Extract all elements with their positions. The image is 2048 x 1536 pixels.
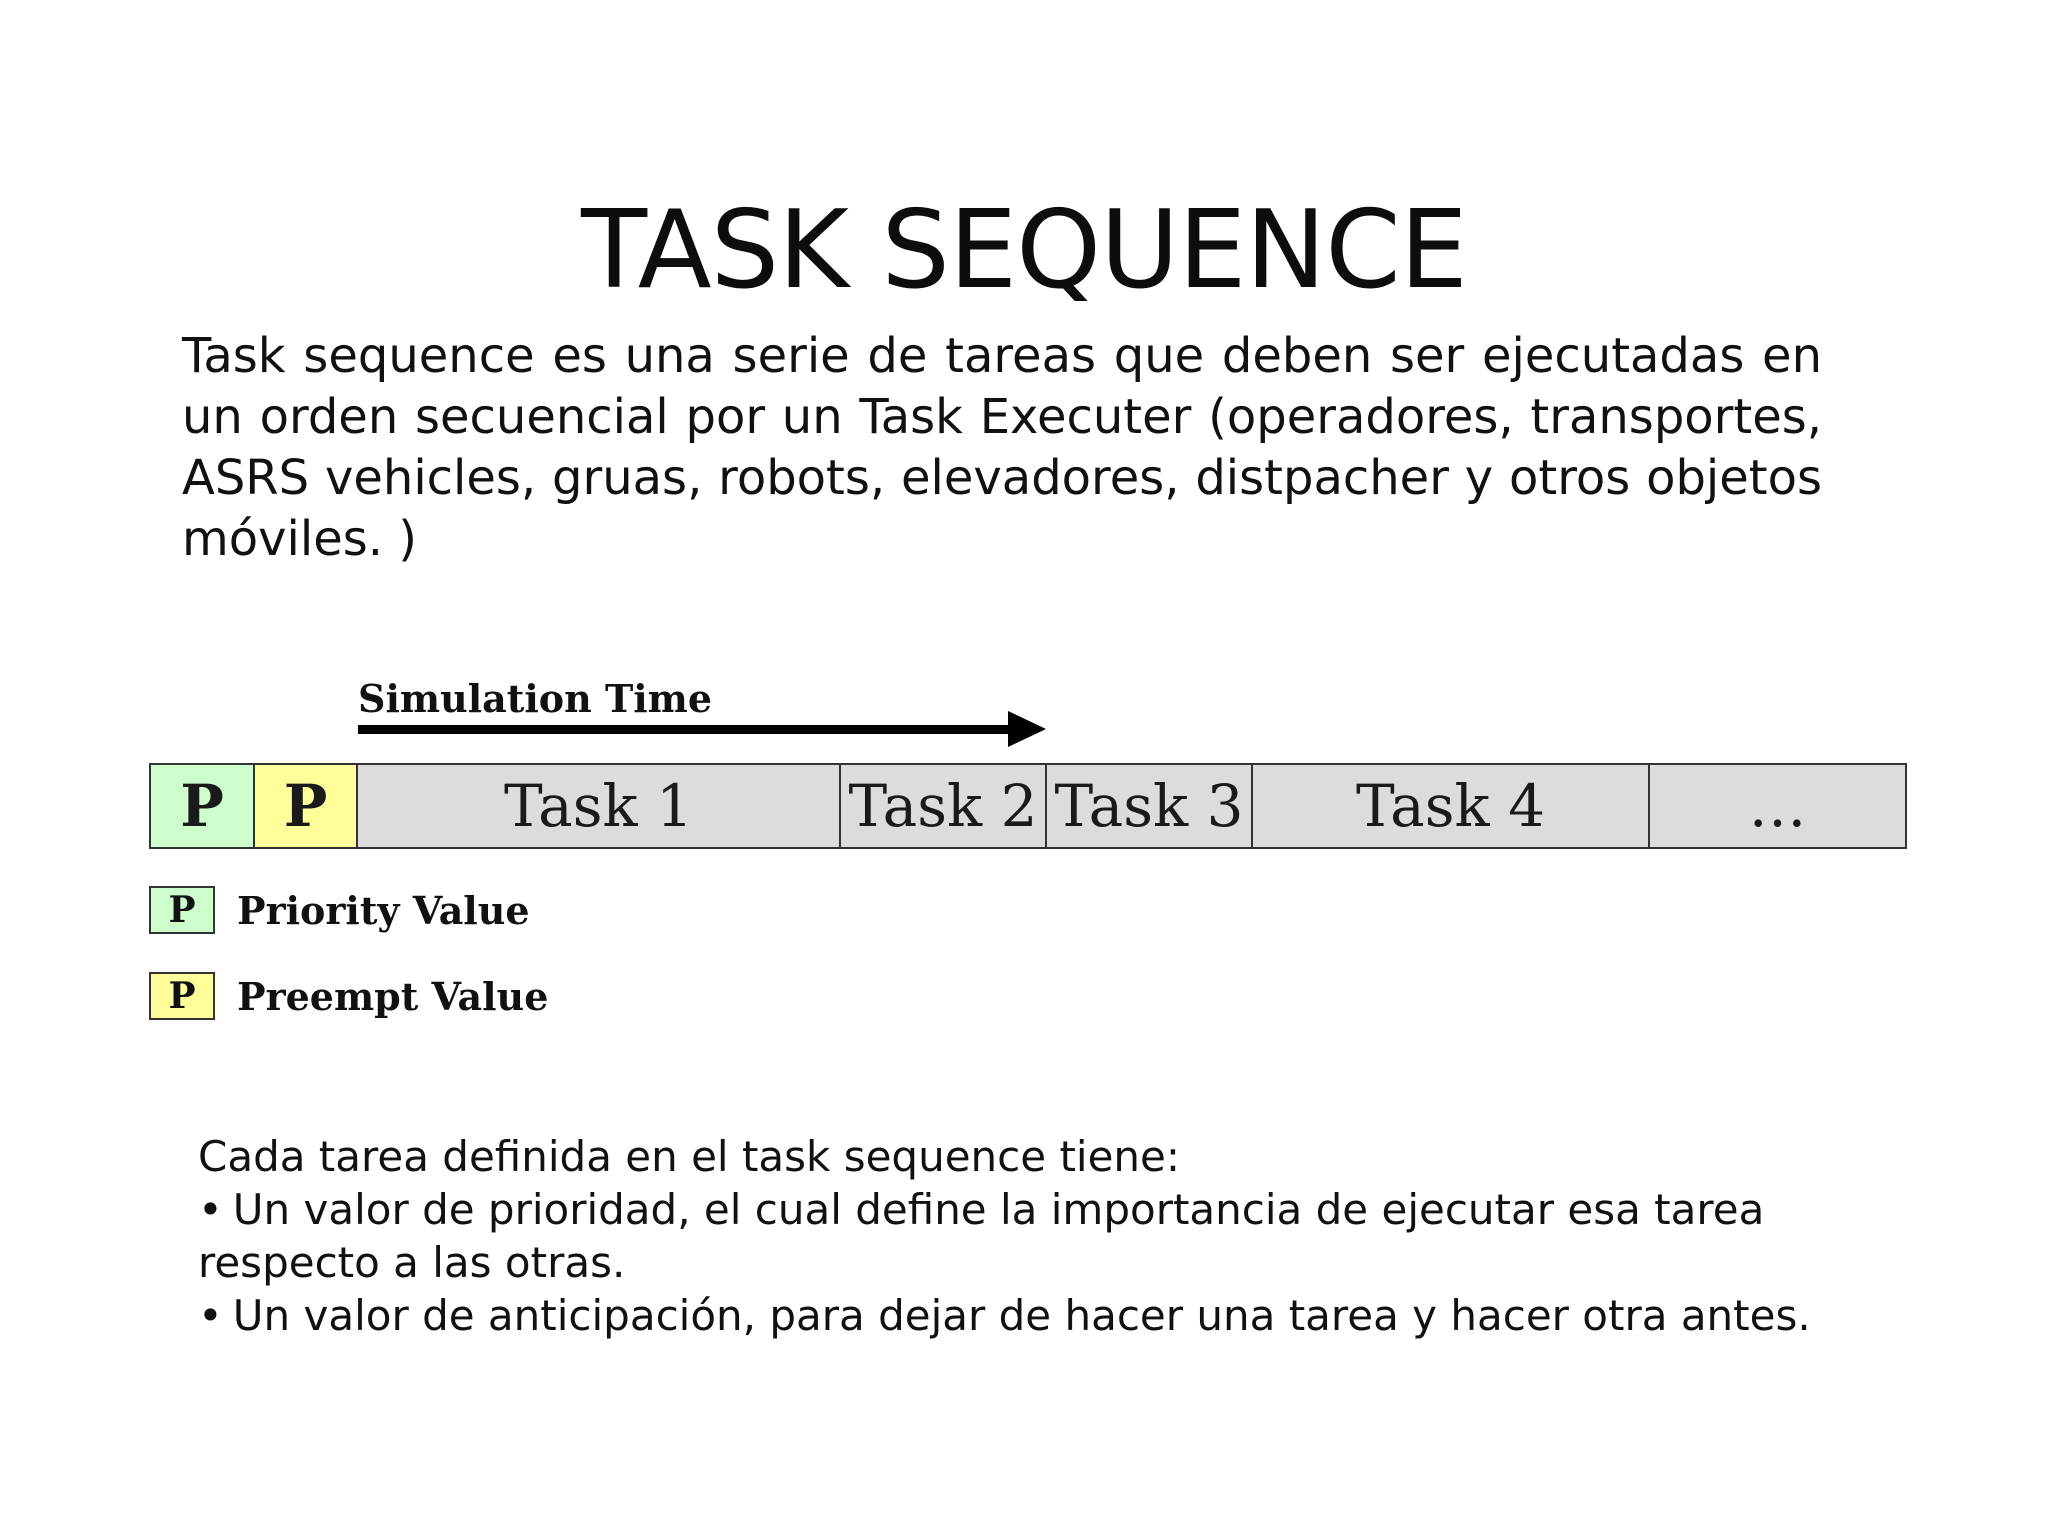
priority-legend-label: Priority Value <box>237 887 530 933</box>
bullet-icon: • <box>198 1291 223 1340</box>
task-sequence-bar <box>149 763 1907 849</box>
bullet-icon: • <box>198 1185 223 1234</box>
legend-priority <box>149 886 530 934</box>
more-tasks-cell: … <box>1650 765 1905 847</box>
notes-bullet-priority <box>198 1183 1878 1289</box>
preempt-swatch: P <box>149 972 215 1020</box>
task-3-cell: Task 3 <box>1047 765 1253 847</box>
legend-preempt <box>149 972 548 1020</box>
simulation-time-arrow <box>358 725 1010 734</box>
intro-paragraph: Task sequence es una serie de tareas que deben ser ejecutadas en un orden secuencial por un Task Executer (operadores, transportes, ASRS vehicles, gruas, robots, elevadores, distpacher y otros objetos móviles. ) <box>182 328 1822 567</box>
slide-title: TASK SEQUENCE <box>581 188 1467 313</box>
task-1-cell: Task 1 <box>358 765 841 847</box>
arrow-head-icon <box>1008 711 1046 747</box>
bullet-preempt-text: Un valor de anticipación, para dejar de hacer una tarea y hacer otra antes. <box>232 1291 1811 1340</box>
preempt-cell: P <box>255 765 358 847</box>
priority-cell: P <box>151 765 255 847</box>
preempt-legend-label: Preempt Value <box>237 973 549 1019</box>
notes-intro: Cada tarea definida en el task sequence tiene: <box>198 1132 1181 1181</box>
priority-swatch: P <box>149 886 215 934</box>
task-4-cell: Task 4 <box>1253 765 1650 847</box>
notes-block <box>198 1130 1878 1342</box>
task-2-cell: Task 2 <box>841 765 1047 847</box>
notes-bullet-preempt <box>198 1289 1878 1342</box>
bullet-priority-text: Un valor de prioridad, el cual define la importancia de ejecutar esa tarea respecto a las otras. <box>198 1185 1765 1287</box>
simulation-time-label: Simulation Time <box>358 676 713 721</box>
